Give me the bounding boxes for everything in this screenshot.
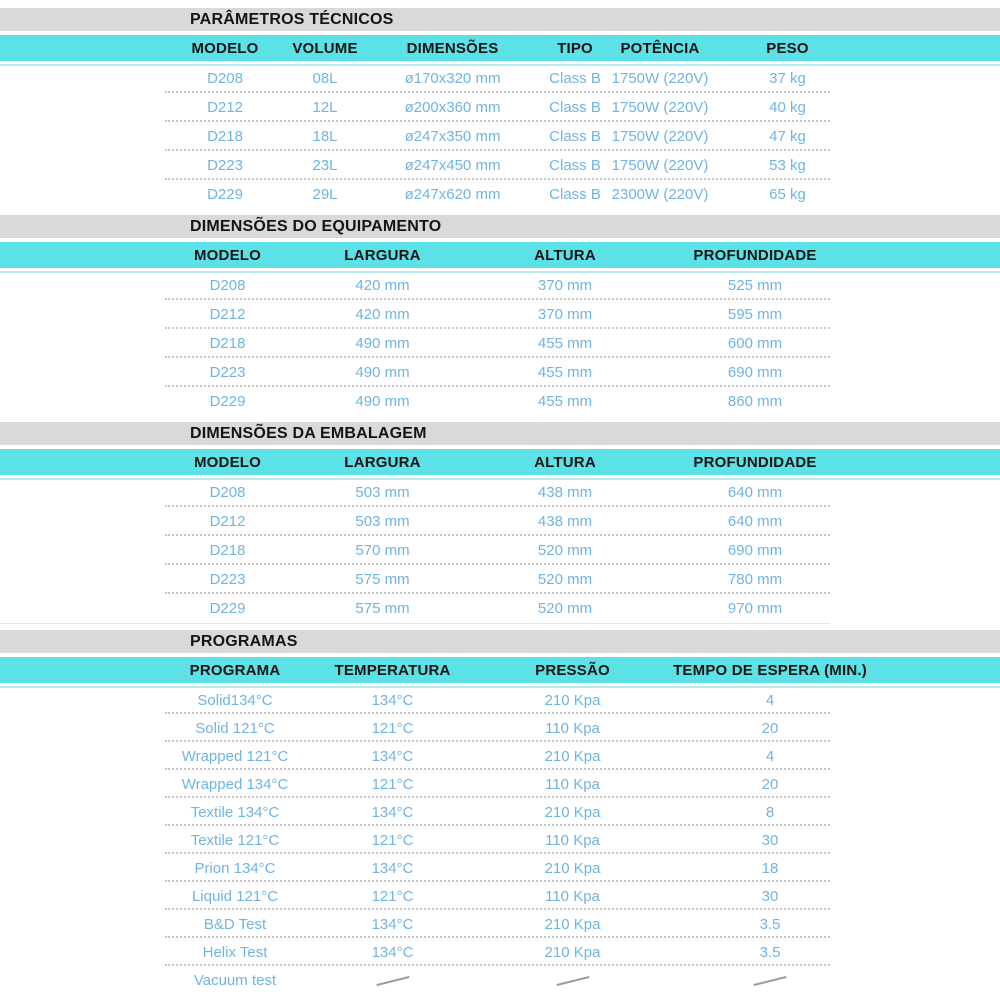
table-cell: D229 xyxy=(209,600,246,617)
table-cell: D223 xyxy=(209,571,246,588)
table-cell: 780 mm xyxy=(727,571,783,588)
table-row xyxy=(165,594,830,623)
table-cell: 53 kg xyxy=(769,157,806,174)
table-cell: Liquid 121°C xyxy=(191,887,279,905)
table-cell: 1750W (220V) xyxy=(611,157,709,174)
table-cell: 23L xyxy=(312,157,338,174)
table-cell: 640 mm xyxy=(727,513,783,530)
table-row xyxy=(165,64,1000,93)
header-row xyxy=(165,657,1000,683)
table-cell: 4 xyxy=(765,691,775,709)
table-cell: Textile 121°C xyxy=(190,831,280,849)
table-cell: Class B xyxy=(549,70,601,87)
table-row xyxy=(165,93,1000,122)
table-cell: 503 mm xyxy=(355,484,410,501)
table-cell: 490 mm xyxy=(355,364,410,381)
table-cell: 18 xyxy=(761,859,779,877)
table-cell: 3.5 xyxy=(759,943,781,961)
table-cell: 690 mm xyxy=(727,364,783,381)
section-title: DIMENSÕES DA EMBALAGEM xyxy=(190,424,427,442)
table-header-band xyxy=(0,449,1000,478)
table-cell: 455 mm xyxy=(537,393,593,410)
table-row xyxy=(165,387,1000,416)
table-row xyxy=(165,910,1000,938)
header-row xyxy=(165,449,1000,475)
table-row xyxy=(165,180,1000,209)
table-cell: Solid 121°C xyxy=(195,719,275,737)
table-cell: 860 mm xyxy=(727,393,783,410)
table-row xyxy=(165,271,1000,300)
table-cell: 455 mm xyxy=(537,335,593,352)
table-cell: 121°C xyxy=(371,887,414,905)
table-cell: 970 mm xyxy=(727,600,783,617)
table-cell: 47 kg xyxy=(769,128,806,145)
table-cell: 503 mm xyxy=(355,513,410,530)
column-header: TEMPO DE ESPERA (MIN.) xyxy=(673,661,867,679)
column-header: DIMENSÕES xyxy=(406,39,499,57)
table-cell: D229 xyxy=(207,186,243,203)
table-cell: D218 xyxy=(207,128,243,145)
table-cell: 20 xyxy=(761,719,779,737)
table-row xyxy=(165,770,1000,798)
table-header-band xyxy=(0,242,1000,271)
table-cell: ø247x620 mm xyxy=(404,186,501,203)
table-body xyxy=(0,64,1000,209)
table-cell: Class B xyxy=(549,128,601,145)
table-cell: 121°C xyxy=(371,775,414,793)
table-cell: D223 xyxy=(207,157,243,174)
section-title-band xyxy=(0,422,1000,445)
table-cell: Wrapped 134°C xyxy=(181,775,289,793)
column-header: ALTURA xyxy=(534,246,596,264)
slash-mark xyxy=(753,975,786,985)
section-title-band xyxy=(0,8,1000,31)
table-row xyxy=(165,882,1000,910)
table-cell: 210 Kpa xyxy=(544,915,601,933)
table-row xyxy=(165,151,1000,180)
table-cell xyxy=(305,972,480,989)
slash-mark xyxy=(376,975,409,985)
table-row xyxy=(165,742,1000,770)
table-row xyxy=(165,329,1000,358)
column-header: LARGURA xyxy=(344,246,421,264)
table-cell: D212 xyxy=(209,513,246,530)
table-row xyxy=(165,536,830,565)
header-row xyxy=(165,242,1000,268)
table-cell: 575 mm xyxy=(355,571,410,588)
section-2 xyxy=(0,422,1000,624)
table-row xyxy=(165,798,1000,826)
table-row xyxy=(165,938,1000,966)
table-cell: 490 mm xyxy=(355,335,410,352)
table-cell: 210 Kpa xyxy=(544,859,601,877)
column-header: PROGRAMA xyxy=(189,661,281,679)
table-cell: 438 mm xyxy=(537,484,593,501)
table-row xyxy=(165,122,1000,151)
table-cell: 37 kg xyxy=(769,70,806,87)
column-header: PESO xyxy=(766,39,809,57)
table-cell: 1750W (220V) xyxy=(611,128,709,145)
column-header: VOLUME xyxy=(292,39,358,57)
table-cell: 30 xyxy=(761,887,779,905)
table-cell: 640 mm xyxy=(727,484,783,501)
section-title: PARÂMETROS TÉCNICOS xyxy=(190,10,394,28)
table-row xyxy=(165,358,1000,387)
table-cell: Solid134°C xyxy=(197,691,273,709)
column-header: TIPO xyxy=(557,39,593,57)
column-header: MODELO xyxy=(193,453,262,471)
table-cell: 134°C xyxy=(371,943,414,961)
section-1 xyxy=(0,215,1000,416)
table-row xyxy=(165,478,830,507)
slash-mark xyxy=(556,975,589,985)
table-cell: 438 mm xyxy=(537,513,593,530)
table-cell: D208 xyxy=(207,70,243,87)
table-body xyxy=(0,686,1000,994)
table-cell: D218 xyxy=(209,542,246,559)
table-cell: ø200x360 mm xyxy=(404,99,501,116)
table-cell: D212 xyxy=(209,306,246,323)
table-cell: 370 mm xyxy=(537,306,593,323)
table-cell: 121°C xyxy=(371,831,414,849)
table-cell: 3.5 xyxy=(759,915,781,933)
table-body xyxy=(0,271,1000,416)
column-header: POTÊNCIA xyxy=(620,39,700,57)
table-cell: B&D Test xyxy=(203,915,267,933)
table-cell: 110 Kpa xyxy=(545,831,600,849)
table-cell: 121°C xyxy=(371,719,414,737)
table-cell: 12L xyxy=(312,99,338,116)
table-cell: 455 mm xyxy=(537,364,593,381)
header-row xyxy=(165,35,1000,61)
table-cell: 20 xyxy=(761,775,779,793)
table-cell: 134°C xyxy=(371,915,414,933)
table-cell: D208 xyxy=(209,484,246,501)
table-cell: 600 mm xyxy=(727,335,783,352)
table-cell: 134°C xyxy=(371,747,414,765)
table-header-band xyxy=(0,657,1000,686)
table-body xyxy=(0,478,830,624)
table-cell: Class B xyxy=(549,186,601,203)
table-cell: ø170x320 mm xyxy=(404,70,501,87)
column-header: PROFUNDIDADE xyxy=(693,453,817,471)
column-header: LARGURA xyxy=(344,453,421,471)
table-cell xyxy=(480,972,665,989)
table-cell: Helix Test xyxy=(202,943,268,961)
table-cell: 420 mm xyxy=(355,277,410,294)
section-0 xyxy=(0,8,1000,209)
table-cell: Prion 134°C xyxy=(194,859,276,877)
table-cell: 134°C xyxy=(371,803,414,821)
table-cell xyxy=(665,972,875,989)
table-cell: Wrapped 121°C xyxy=(181,747,289,765)
table-cell: D218 xyxy=(209,335,246,352)
table-cell: 690 mm xyxy=(727,542,783,559)
table-cell: Textile 134°C xyxy=(190,803,280,821)
column-header: PRESSÃO xyxy=(535,661,610,679)
section-title-band xyxy=(0,630,1000,653)
table-cell: D208 xyxy=(209,277,246,294)
table-row xyxy=(165,507,830,536)
table-cell: 08L xyxy=(312,70,338,87)
table-cell: 110 Kpa xyxy=(545,775,600,793)
table-row xyxy=(165,714,1000,742)
table-row xyxy=(165,565,830,594)
table-cell: Class B xyxy=(549,99,601,116)
table-row xyxy=(165,826,1000,854)
table-cell: 490 mm xyxy=(355,393,410,410)
table-cell: 520 mm xyxy=(537,542,593,559)
table-cell: 370 mm xyxy=(537,277,593,294)
table-cell: 65 kg xyxy=(769,186,806,203)
table-cell: ø247x450 mm xyxy=(404,157,501,174)
table-cell: 210 Kpa xyxy=(544,943,601,961)
table-cell: D212 xyxy=(207,99,243,116)
column-header: ALTURA xyxy=(534,453,596,471)
table-cell: 2300W (220V) xyxy=(611,186,709,203)
table-cell: 520 mm xyxy=(537,600,593,617)
table-cell: 1750W (220V) xyxy=(611,70,709,87)
table-row xyxy=(165,966,1000,994)
table-cell: D223 xyxy=(209,364,246,381)
table-row xyxy=(165,854,1000,882)
column-header: PROFUNDIDADE xyxy=(693,246,817,264)
table-cell: 1750W (220V) xyxy=(611,99,709,116)
table-cell: 570 mm xyxy=(355,542,410,559)
table-cell: 4 xyxy=(765,747,775,765)
table-cell: 520 mm xyxy=(537,571,593,588)
table-cell: Class B xyxy=(549,157,601,174)
table-cell: 110 Kpa xyxy=(545,887,600,905)
table-cell: 210 Kpa xyxy=(544,691,601,709)
section-title: PROGRAMAS xyxy=(190,632,298,650)
table-cell: D229 xyxy=(209,393,246,410)
table-cell: 595 mm xyxy=(727,306,783,323)
table-cell: 29L xyxy=(312,186,338,203)
table-cell: Vacuum test xyxy=(193,971,277,989)
table-row xyxy=(165,300,1000,329)
table-cell: 18L xyxy=(312,128,338,145)
section-3 xyxy=(0,630,1000,994)
table-cell: 134°C xyxy=(371,859,414,877)
table-cell: 210 Kpa xyxy=(544,747,601,765)
table-cell: 210 Kpa xyxy=(544,803,601,821)
section-title: DIMENSÕES DO EQUIPAMENTO xyxy=(190,217,442,235)
table-cell: 575 mm xyxy=(355,600,410,617)
column-header: MODELO xyxy=(191,39,259,57)
table-cell: 134°C xyxy=(371,691,414,709)
column-header: TEMPERATURA xyxy=(334,661,451,679)
table-cell: 8 xyxy=(765,803,775,821)
table-cell: 40 kg xyxy=(769,99,806,116)
column-header: MODELO xyxy=(193,246,262,264)
table-cell: 420 mm xyxy=(355,306,410,323)
table-header-band xyxy=(0,35,1000,64)
table-cell: ø247x350 mm xyxy=(404,128,501,145)
table-cell: 30 xyxy=(761,831,779,849)
table-cell: 110 Kpa xyxy=(545,719,600,737)
section-title-band xyxy=(0,215,1000,238)
table-row xyxy=(165,686,1000,714)
table-cell: 525 mm xyxy=(727,277,783,294)
